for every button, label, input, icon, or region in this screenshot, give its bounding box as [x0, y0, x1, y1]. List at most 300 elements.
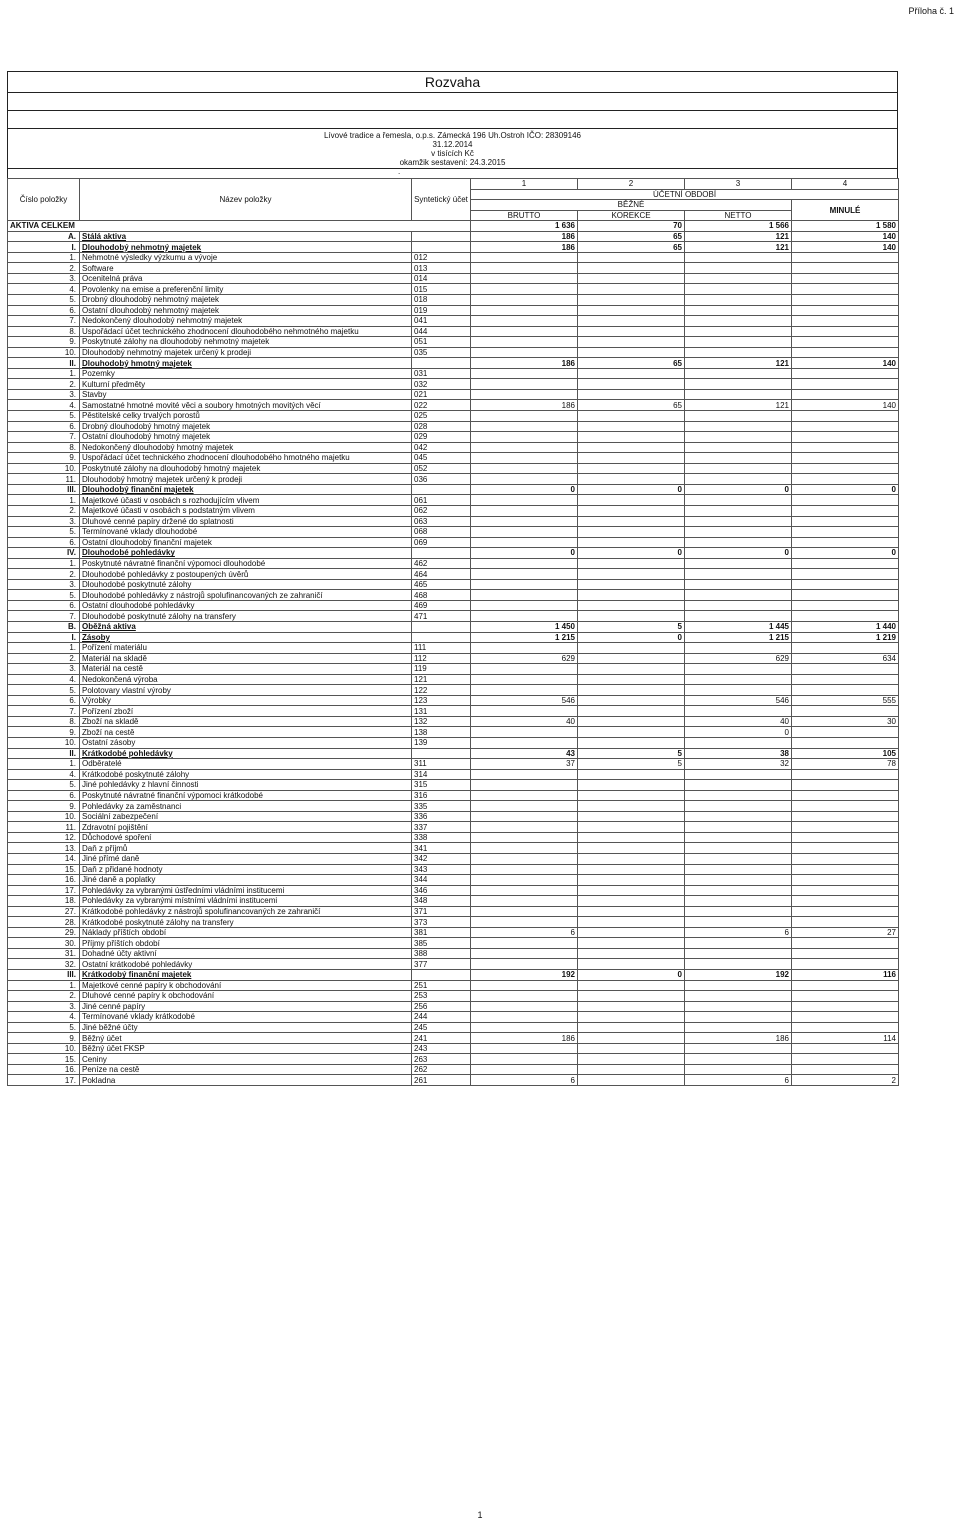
korekce-value [578, 674, 685, 685]
table-row [8, 421, 899, 432]
item-name: Dlouhodobé pohledávky [80, 548, 412, 559]
account-code: 385 [412, 938, 471, 949]
item-name: Jiné pohledávky z hlavní činnosti [80, 780, 412, 791]
table-row [8, 474, 899, 485]
header-col-num-3: 3 [685, 179, 792, 190]
item-name: Dlouhodobé poskytnuté zálohy [80, 579, 412, 590]
table-row [8, 316, 899, 327]
item-number: 7. [8, 611, 80, 622]
brutto-value [471, 1022, 578, 1033]
previous-value [792, 917, 899, 928]
item-number: 8. [8, 716, 80, 727]
table-row [8, 1064, 899, 1075]
item-number: 4. [8, 400, 80, 411]
account-code: 131 [412, 706, 471, 717]
item-number: 1. [8, 252, 80, 263]
brutto-value [471, 980, 578, 991]
account-code: 316 [412, 790, 471, 801]
netto-value [685, 643, 792, 654]
netto-value: 1 445 [685, 621, 792, 632]
korekce-value [578, 316, 685, 327]
item-number: III. [8, 484, 80, 495]
account-code: 256 [412, 1001, 471, 1012]
item-number: 6. [8, 600, 80, 611]
previous-value [792, 769, 899, 780]
previous-value [792, 326, 899, 337]
netto-value [685, 600, 792, 611]
korekce-value [578, 474, 685, 485]
korekce-value [578, 326, 685, 337]
item-name: Daň z přidané hodnoty [80, 864, 412, 875]
brutto-value [471, 643, 578, 654]
table-row [8, 400, 899, 411]
netto-value: 6 [685, 1075, 792, 1086]
account-code: 028 [412, 421, 471, 432]
brutto-value [471, 727, 578, 738]
brutto-value [471, 1064, 578, 1075]
item-name: Materiál na cestě [80, 664, 412, 675]
brutto-value [471, 1054, 578, 1065]
netto-value: 1 215 [685, 632, 792, 643]
table-row [8, 685, 899, 696]
account-code: 335 [412, 801, 471, 812]
account-code [412, 242, 471, 253]
item-name: Pořízení materiálu [80, 643, 412, 654]
brutto-value [471, 453, 578, 464]
header-item-no: Číslo položky [8, 179, 80, 221]
item-name: Poskytnuté návratné finanční výpomoci dlouhodobé [80, 558, 412, 569]
netto-value: 0 [685, 727, 792, 738]
previous-value [792, 569, 899, 580]
previous-value [792, 875, 899, 886]
header-netto: NETTO [685, 210, 792, 221]
previous-value [792, 980, 899, 991]
item-name: Kulturní předměty [80, 379, 412, 390]
netto-value: 121 [685, 358, 792, 369]
item-name: Pořízení zboží [80, 706, 412, 717]
brutto-value [471, 495, 578, 506]
item-name: Dlouhodobý hmotný majetek určený k prodeji [80, 474, 412, 485]
table-row [8, 716, 899, 727]
brutto-value [471, 1012, 578, 1023]
korekce-value [578, 991, 685, 1002]
brutto-value [471, 832, 578, 843]
item-number: 4. [8, 674, 80, 685]
previous-value [792, 674, 899, 685]
table-row [8, 790, 899, 801]
table-row [8, 600, 899, 611]
item-name: Jiné běžné účty [80, 1022, 412, 1033]
previous-value [792, 991, 899, 1002]
table-row [8, 759, 899, 770]
korekce-value [578, 368, 685, 379]
item-name: Dlouhodobý hmotný majetek [80, 358, 412, 369]
account-code: 338 [412, 832, 471, 843]
table-row [8, 389, 899, 400]
item-name: Drobný dlouhodobý hmotný majetek [80, 421, 412, 432]
previous-value [792, 959, 899, 970]
korekce-value [578, 875, 685, 886]
item-number: 2. [8, 263, 80, 274]
table-row [8, 906, 899, 917]
netto-value [685, 685, 792, 696]
item-number: 30. [8, 938, 80, 949]
previous-value [792, 801, 899, 812]
brutto-value [471, 706, 578, 717]
account-code: 051 [412, 337, 471, 348]
netto-value [685, 463, 792, 474]
korekce-value [578, 927, 685, 938]
netto-value [685, 790, 792, 801]
brutto-value: 546 [471, 695, 578, 706]
brutto-value [471, 906, 578, 917]
previous-value: 1 440 [792, 621, 899, 632]
header-col-num-2: 2 [578, 179, 685, 190]
korekce-value [578, 295, 685, 306]
item-name: Pěstitelské celky trvalých porostů [80, 411, 412, 422]
brutto-value [471, 611, 578, 622]
item-number: 17. [8, 1075, 80, 1086]
account-code: 012 [412, 252, 471, 263]
item-number: 9. [8, 453, 80, 464]
netto-value [685, 674, 792, 685]
previous-value [792, 368, 899, 379]
entity-info [7, 129, 898, 169]
table-row [8, 621, 899, 632]
previous-value [792, 854, 899, 865]
table-row [8, 358, 899, 369]
korekce-value: 0 [578, 970, 685, 981]
total-label: AKTIVA CELKEM [8, 221, 471, 232]
previous-value [792, 1043, 899, 1054]
item-number: 3. [8, 273, 80, 284]
units-label: v tisících Kč [431, 149, 474, 158]
table-row [8, 569, 899, 580]
item-name: Dohadné účty aktivní [80, 948, 412, 959]
item-number: 3. [8, 664, 80, 675]
account-code: 021 [412, 389, 471, 400]
header-col-num-1: 1 [471, 179, 578, 190]
table-row [8, 885, 899, 896]
table-row [8, 442, 899, 453]
item-number: 9. [8, 1033, 80, 1044]
netto-value [685, 432, 792, 443]
korekce-value [578, 463, 685, 474]
brutto-value [471, 948, 578, 959]
netto-value [685, 832, 792, 843]
previous-value: 114 [792, 1033, 899, 1044]
previous-value [792, 389, 899, 400]
netto-value [685, 1054, 792, 1065]
korekce-value [578, 1022, 685, 1033]
header-col-num-4: 4 [792, 179, 899, 190]
brutto-value [471, 843, 578, 854]
previous-value [792, 527, 899, 538]
table-row [8, 337, 899, 348]
account-code [412, 358, 471, 369]
brutto-value: 43 [471, 748, 578, 759]
korekce-value: 0 [578, 484, 685, 495]
netto-value: 0 [685, 484, 792, 495]
table-row [8, 284, 899, 295]
brutto-value: 37 [471, 759, 578, 770]
account-code: 122 [412, 685, 471, 696]
netto-value [685, 495, 792, 506]
account-code: 251 [412, 980, 471, 991]
korekce-value: 65 [578, 231, 685, 242]
netto-value: 6 [685, 927, 792, 938]
table-row [8, 231, 899, 242]
item-name: Nedokončená výroba [80, 674, 412, 685]
item-name: Ostatní dlouhodobý finanční majetek [80, 537, 412, 548]
korekce-value [578, 822, 685, 833]
item-number: 17. [8, 885, 80, 896]
previous-value [792, 442, 899, 453]
account-code: 462 [412, 558, 471, 569]
entity-name: Lívové tradice a řemesla, o.p.s. Zámecká 196 Uh.Ostroh IČO: 28309146 [323, 131, 582, 140]
netto-value [685, 252, 792, 263]
item-number: 7. [8, 316, 80, 327]
item-number: 7. [8, 432, 80, 443]
table-row [8, 991, 899, 1002]
item-name: Ostatní dlouhodobý nehmotný majetek [80, 305, 412, 316]
korekce-value [578, 495, 685, 506]
item-number: 15. [8, 864, 80, 875]
table-row [8, 822, 899, 833]
brutto-value: 186 [471, 231, 578, 242]
account-code: 052 [412, 463, 471, 474]
account-code: 471 [412, 611, 471, 622]
table-row [8, 505, 899, 516]
item-number: 32. [8, 959, 80, 970]
korekce-value: 0 [578, 548, 685, 559]
table-row [8, 769, 899, 780]
previous-value: 30 [792, 716, 899, 727]
account-code: 344 [412, 875, 471, 886]
item-name: Stálá aktiva [80, 231, 412, 242]
item-number: 3. [8, 579, 80, 590]
item-number: 1. [8, 368, 80, 379]
item-number: 4. [8, 1012, 80, 1023]
item-name: Důchodové spoření [80, 832, 412, 843]
korekce-value [578, 527, 685, 538]
netto-value [685, 411, 792, 422]
account-code: 015 [412, 284, 471, 295]
header-item-name: Název položky [80, 179, 412, 221]
item-number: III. [8, 970, 80, 981]
item-name: Ostatní dlouhodobé pohledávky [80, 600, 412, 611]
item-number: 5. [8, 780, 80, 791]
item-name: Ostatní zásoby [80, 737, 412, 748]
netto-value [685, 1064, 792, 1075]
korekce-value [578, 643, 685, 654]
netto-value [685, 337, 792, 348]
item-name: Uspořádací účet technického zhodnocení dlouhodobého hmotného majetku [80, 453, 412, 464]
previous-value: 0 [792, 484, 899, 495]
table-row [8, 221, 899, 232]
item-name: Krátkodobé poskytnuté zálohy na transfery [80, 917, 412, 928]
netto-value [685, 474, 792, 485]
table-row [8, 252, 899, 263]
account-code: 346 [412, 885, 471, 896]
korekce-value [578, 516, 685, 527]
table-row [8, 959, 899, 970]
item-number: 10. [8, 347, 80, 358]
korekce-value [578, 727, 685, 738]
item-number: B. [8, 621, 80, 632]
item-number: 1. [8, 759, 80, 770]
account-code: 022 [412, 400, 471, 411]
table-row [8, 1033, 899, 1044]
table-row [8, 970, 899, 981]
balance-sheet [7, 71, 898, 1086]
table-row [8, 1001, 899, 1012]
table-row [8, 980, 899, 991]
brutto-value [471, 991, 578, 1002]
account-code [412, 484, 471, 495]
account-code [412, 632, 471, 643]
korekce-value [578, 906, 685, 917]
item-number: 1. [8, 558, 80, 569]
netto-value [685, 284, 792, 295]
brutto-value [471, 959, 578, 970]
netto-value [685, 442, 792, 453]
account-code: 031 [412, 368, 471, 379]
brutto-value [471, 389, 578, 400]
netto-value: 1 566 [685, 221, 792, 232]
item-number: 8. [8, 442, 80, 453]
korekce-value [578, 896, 685, 907]
netto-value [685, 1012, 792, 1023]
item-name: Sociální zabezpečení [80, 811, 412, 822]
item-number: 3. [8, 516, 80, 527]
netto-value [685, 991, 792, 1002]
account-code: 062 [412, 505, 471, 516]
korekce-value [578, 854, 685, 865]
brutto-value: 6 [471, 1075, 578, 1086]
netto-value: 0 [685, 548, 792, 559]
item-number: 5. [8, 685, 80, 696]
item-number: 10. [8, 1043, 80, 1054]
korekce-value: 65 [578, 242, 685, 253]
blank-row [7, 111, 898, 129]
item-number: 5. [8, 590, 80, 601]
previous-value [792, 421, 899, 432]
previous-value [792, 948, 899, 959]
korekce-value [578, 337, 685, 348]
account-code: 241 [412, 1033, 471, 1044]
korekce-value [578, 558, 685, 569]
account-code [412, 621, 471, 632]
previous-value [792, 558, 899, 569]
item-name: Příjmy příštích období [80, 938, 412, 949]
brutto-value [471, 337, 578, 348]
brutto-value: 186 [471, 400, 578, 411]
previous-value: 140 [792, 242, 899, 253]
brutto-value: 1 636 [471, 221, 578, 232]
item-number: 5. [8, 411, 80, 422]
item-name: Ocenitelná práva [80, 273, 412, 284]
table-row [8, 326, 899, 337]
previous-value [792, 505, 899, 516]
previous-value: 27 [792, 927, 899, 938]
brutto-value: 0 [471, 484, 578, 495]
item-name: Software [80, 263, 412, 274]
table-row [8, 632, 899, 643]
item-number: I. [8, 632, 80, 643]
netto-value: 121 [685, 231, 792, 242]
netto-value [685, 537, 792, 548]
table-row [8, 1054, 899, 1065]
netto-value: 38 [685, 748, 792, 759]
account-code: 388 [412, 948, 471, 959]
korekce-value [578, 706, 685, 717]
previous-value [792, 337, 899, 348]
netto-value [685, 843, 792, 854]
netto-value [685, 379, 792, 390]
netto-value [685, 273, 792, 284]
netto-value [685, 263, 792, 274]
previous-value [792, 263, 899, 274]
brutto-value: 40 [471, 716, 578, 727]
item-name: Jiné přímé daně [80, 854, 412, 865]
table-row [8, 938, 899, 949]
previous-value [792, 453, 899, 464]
item-number: IV. [8, 548, 80, 559]
korekce-value [578, 379, 685, 390]
previous-value: 140 [792, 400, 899, 411]
previous-value: 2 [792, 1075, 899, 1086]
korekce-value [578, 273, 685, 284]
item-number: 11. [8, 822, 80, 833]
korekce-value [578, 590, 685, 601]
brutto-value [471, 284, 578, 295]
netto-value [685, 980, 792, 991]
previous-value [792, 1012, 899, 1023]
brutto-value [471, 347, 578, 358]
previous-value [792, 305, 899, 316]
previous-value: 0 [792, 548, 899, 559]
korekce-value [578, 600, 685, 611]
korekce-value [578, 537, 685, 548]
table-row [8, 674, 899, 685]
netto-value [685, 527, 792, 538]
account-code: 469 [412, 600, 471, 611]
brutto-value [471, 769, 578, 780]
previous-value [792, 843, 899, 854]
korekce-value [578, 780, 685, 791]
table-row [8, 1012, 899, 1023]
netto-value [685, 505, 792, 516]
item-name: Odběratelé [80, 759, 412, 770]
item-number: 15. [8, 1054, 80, 1065]
account-code: 013 [412, 263, 471, 274]
korekce-value [578, 769, 685, 780]
netto-value: 629 [685, 653, 792, 664]
brutto-value: 186 [471, 1033, 578, 1044]
account-code: 263 [412, 1054, 471, 1065]
netto-value [685, 896, 792, 907]
netto-value [685, 822, 792, 833]
account-code: 373 [412, 917, 471, 928]
item-name: Termínované vklady dlouhodobé [80, 527, 412, 538]
brutto-value [471, 780, 578, 791]
table-row [8, 801, 899, 812]
table-row [8, 463, 899, 474]
brutto-value [471, 938, 578, 949]
table-row [8, 927, 899, 938]
account-code: 348 [412, 896, 471, 907]
